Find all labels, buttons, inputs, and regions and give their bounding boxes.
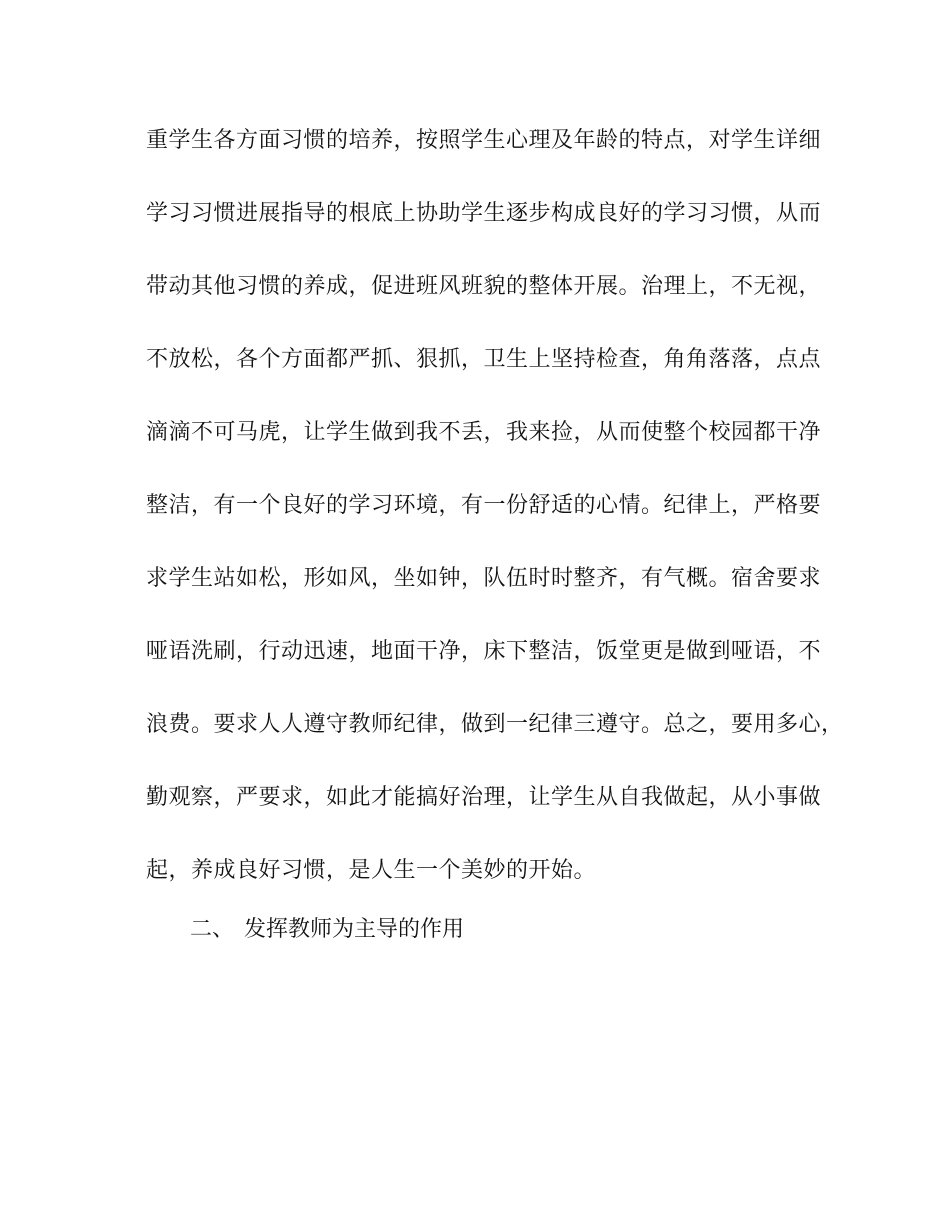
section-title: 发挥教师为主导的作用 <box>244 917 465 942</box>
section-heading <box>190 917 464 943</box>
paragraph-line: 哑语洗刷，行动迅速，地面干净，床下整洁，饭堂更是做到哑语，不 <box>146 639 822 664</box>
paragraph-line: 滴滴不可马虎，让学生做到我不丢，我来捡，从而使整个校园都干净 <box>146 420 822 445</box>
paragraph-line: 学习习惯进展指导的根底上协助学生逐步构成良好的学习习惯，从而 <box>146 201 822 226</box>
paragraph-line: 勤观察，严要求，如此才能搞好治理，让学生从自我做起，从小事做 <box>146 785 822 810</box>
paragraph-line: 整洁，有一个良好的学习环境，有一份舒适的心情。纪律上，严格要 <box>146 493 822 518</box>
paragraph-line: 重学生各方面习惯的培养，按照学生心理及年龄的特点，对学生详细 <box>146 128 822 153</box>
paragraph-line: 求学生站如松，形如风，坐如钟，队伍时时整齐，有气概。宿舍要求 <box>146 566 822 591</box>
paragraph-line: 不放松，各个方面都严抓、狠抓，卫生上坚持检查，角角落落，点点 <box>146 347 822 372</box>
paragraph-line: 带动其他习惯的养成，促进班风班貌的整体开展。治理上，不无视， <box>146 274 822 299</box>
paragraph-line: 浪费。要求人人遵守教师纪律，做到一纪律三遵守。总之，要用多心， <box>146 712 844 737</box>
paragraph-line: 起，养成良好习惯，是人生一个美妙的开始。 <box>146 858 597 883</box>
section-number: 二、 <box>190 917 235 942</box>
